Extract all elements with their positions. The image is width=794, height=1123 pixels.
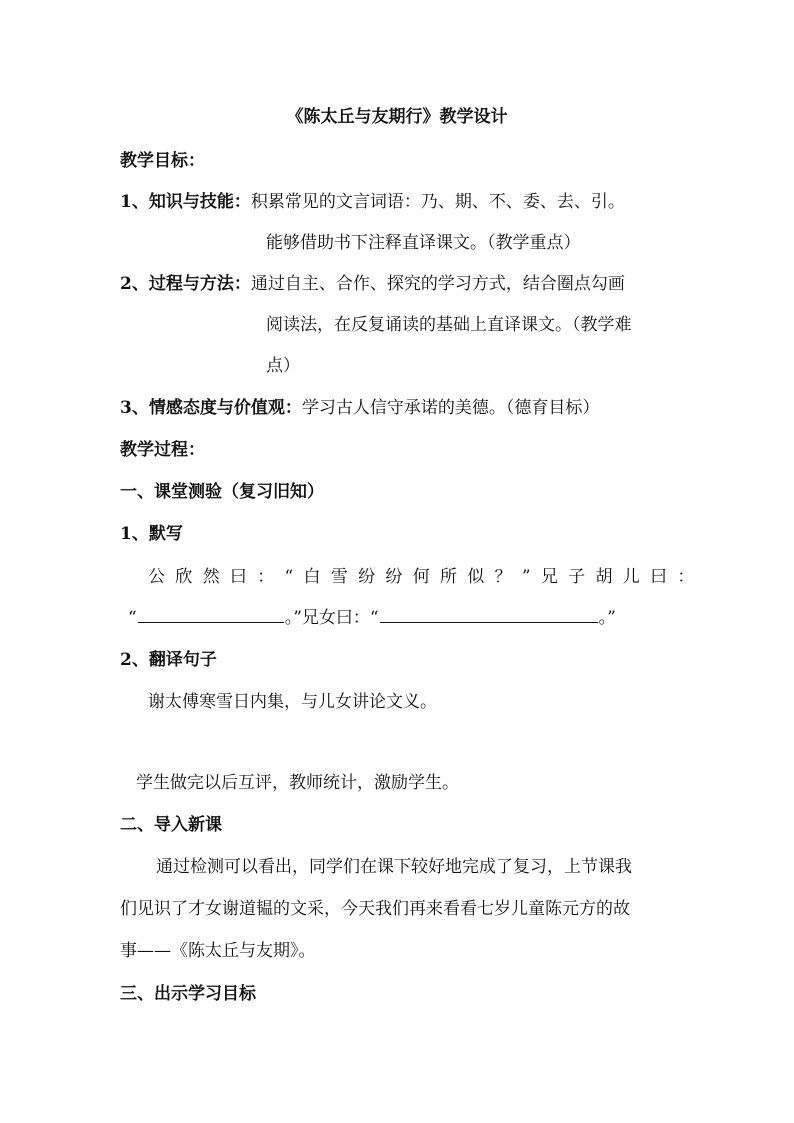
quote-close: 。” <box>598 608 616 628</box>
goal-3-heading: 3、情感态度与价值观： <box>120 398 302 418</box>
section-3-heading: 三、出示学习目标 <box>120 984 256 1004</box>
dictation-prompt: 公欣然曰：“白雪纷纷何所似？”兄子胡儿曰： <box>148 567 705 587</box>
item-2-translate: 2、翻译句子 <box>120 650 217 670</box>
goal-2-continued-1: 阅读法，在反复诵读的基础上直译课文。（教学难 <box>266 315 632 335</box>
goal-3 <box>120 397 599 419</box>
answer-blank-1 <box>138 607 284 623</box>
goal-2 <box>120 273 625 295</box>
intro-paragraph-line-2: 们见识了才女谢道韫的文采，今天我们再来看看七岁儿童陈元方的故 <box>120 899 630 919</box>
goal-1-continued: 能够借助书下注释直译课文。（教学重点） <box>266 233 581 253</box>
dictation-blanks-line <box>128 607 616 629</box>
quote-open: “ <box>128 608 137 628</box>
peer-review-note: 学生做完以后互评，教师统计，激励学生。 <box>136 773 459 793</box>
goal-1-text: 积累常见的文言词语：乃、期、不、委、去、引。 <box>250 192 625 212</box>
answer-blank-2 <box>380 607 598 623</box>
goal-3-text: 学习古人信守承诺的美德。（德育目标） <box>301 398 600 418</box>
goal-1-heading: 1、知识与技能： <box>120 192 251 212</box>
goal-2-text: 通过自主、合作、探究的学习方式，结合圈点勾画 <box>250 274 625 294</box>
section-1-heading: 一、课堂测验（复习旧知） <box>120 482 324 502</box>
section-2-heading: 二、导入新课 <box>120 815 222 835</box>
goal-1 <box>120 191 625 213</box>
goal-2-heading: 2、过程与方法： <box>120 274 251 294</box>
process-heading: 教学过程： <box>120 440 205 460</box>
goal-2-continued-2: 点） <box>266 356 300 376</box>
intro-paragraph-line-1: 通过检测可以看出，同学们在课下较好地完成了复习，上节课我 <box>156 857 632 877</box>
intro-paragraph-line-3: 事——《陈太丘与友期》。 <box>120 941 316 961</box>
translate-sentence: 谢太傅寒雪日内集，与儿女讲论文义。 <box>148 692 437 712</box>
item-1-dictation: 1、默写 <box>120 524 183 544</box>
quote-sister-intro: 。”兄女曰：“ <box>284 608 379 628</box>
goals-heading: 教学目标： <box>120 151 205 171</box>
page-title: 《陈太丘与友期行》教学设计 <box>286 107 508 127</box>
